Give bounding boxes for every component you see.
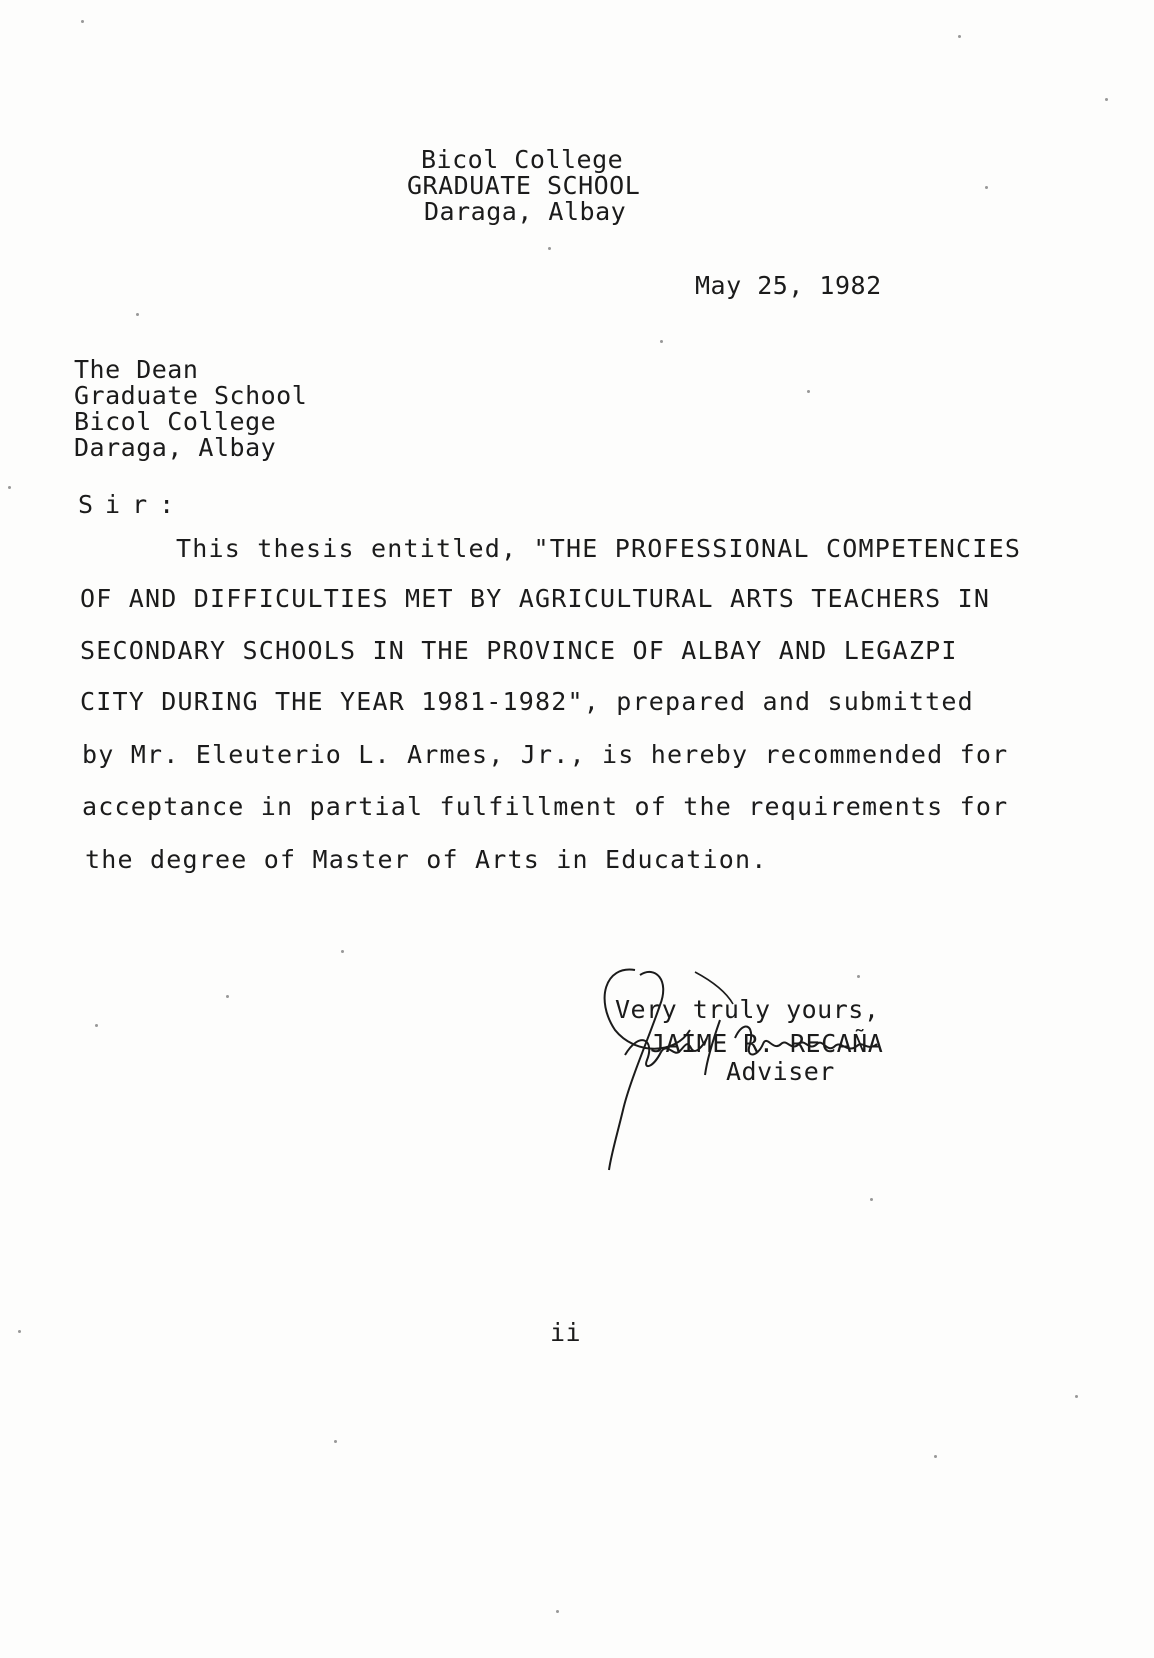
speck [958,35,961,38]
body-line-7: the degree of Master of Arts in Education. [85,845,768,874]
speck [985,186,988,189]
body-line-5: by Mr. Eleuterio L. Armes, Jr., is hereby recommended for [82,740,1009,769]
speck [334,1440,337,1443]
page-number: ii [550,1318,582,1347]
speck [1075,1395,1078,1398]
body-line-2: OF AND DIFFICULTIES MET BY AGRICULTURAL ARTS TEACHERS IN [80,584,991,613]
speck [341,950,344,953]
speck [1105,98,1108,101]
body-line-3: SECONDARY SCHOOLS IN THE PROVINCE OF ALBAY AND LEGAZPI [80,636,958,665]
signatory-name: JAIME R. RECAÑA [650,1029,884,1058]
speck [226,995,229,998]
letterhead-institution: Bicol College [421,145,624,174]
recipient-line-1: The Dean [74,355,199,384]
speck [934,1455,937,1458]
speck [660,340,663,343]
speck [8,486,11,489]
speck [81,20,84,23]
signatory-title: Adviser [726,1057,835,1086]
speck [807,390,810,393]
speck [95,1024,98,1027]
recipient-line-3: Bicol College [74,407,277,436]
body-line-4: CITY DURING THE YEAR 1981-1982", prepared and submitted [80,687,974,716]
speck [857,975,860,978]
body-line-6: acceptance in partial fulfillment of the requirements for [82,792,1009,821]
complimentary-close: Very truly yours, [615,995,880,1024]
letterhead-school: GRADUATE SCHOOL [407,171,641,200]
speck [556,1610,559,1613]
speck [548,247,551,250]
letterhead-location: Daraga, Albay [424,197,627,226]
speck [136,313,139,316]
recipient-line-4: Daraga, Albay [74,433,277,462]
letter-date: May 25, 1982 [695,271,882,300]
salutation: Sir: [78,490,187,519]
recipient-line-2: Graduate School [74,381,308,410]
speck [870,1198,873,1201]
body-line-1: This thesis entitled, "THE PROFESSIONAL COMPETENCIES [176,534,1022,563]
speck [18,1330,21,1333]
